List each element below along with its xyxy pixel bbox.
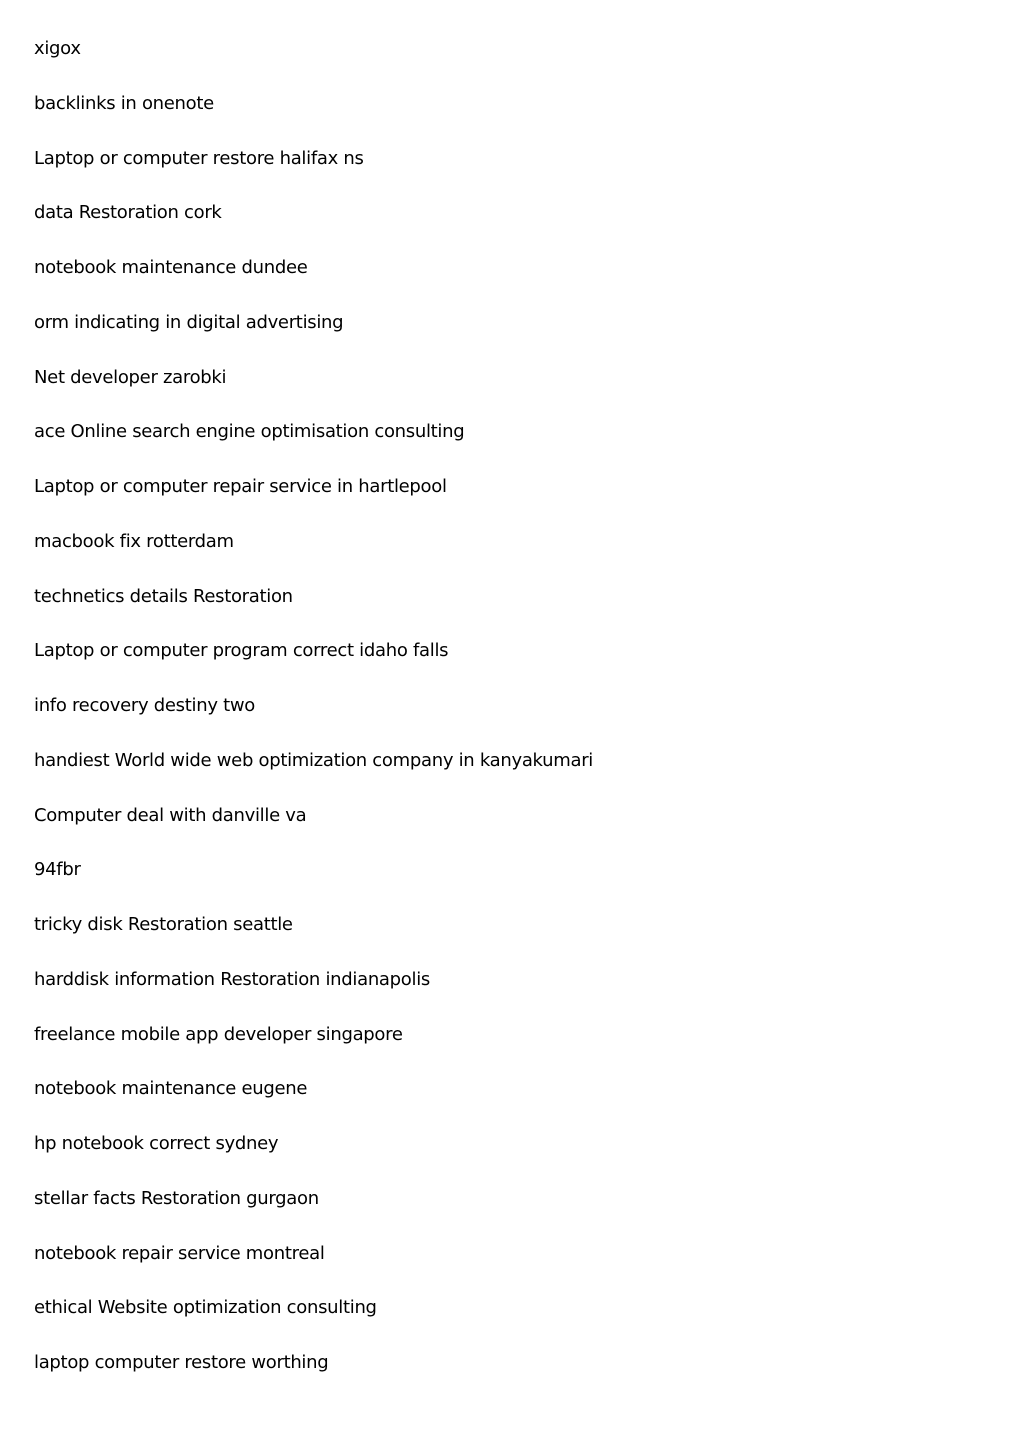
list-item	[34, 638, 994, 664]
keyword-link[interactable]: ace Online search engine optimisation consulting	[34, 421, 465, 443]
keyword-link-list	[34, 36, 994, 1405]
keyword-link[interactable]: technetics details Restoration	[34, 585, 293, 607]
keyword-link[interactable]: macbook fix rotterdam	[34, 530, 234, 552]
keyword-link[interactable]: handiest World wide web optimization company in kanyakumari	[34, 749, 593, 771]
list-item	[34, 1295, 994, 1321]
list-item	[34, 693, 994, 719]
keyword-link[interactable]: freelance mobile app developer singapore	[34, 1023, 403, 1045]
list-item	[34, 529, 994, 555]
keyword-link[interactable]: xigox	[34, 38, 81, 59]
list-item	[34, 419, 994, 445]
keyword-link[interactable]: tricky disk Restoration seattle	[34, 914, 293, 935]
keyword-link[interactable]: info recovery destiny two	[34, 695, 255, 716]
keyword-link[interactable]: backlinks in onenote	[34, 92, 214, 114]
list-item	[34, 146, 994, 172]
keyword-link[interactable]: ethical Website optimization consulting	[34, 1297, 377, 1319]
list-item	[34, 912, 994, 938]
list-item	[34, 967, 994, 993]
list-item	[34, 1022, 994, 1048]
keyword-link[interactable]: Laptop or computer repair service in hartlepool	[34, 476, 447, 497]
keyword-link[interactable]: Laptop or computer program correct idaho falls	[34, 640, 449, 662]
list-item	[34, 91, 994, 117]
keyword-link[interactable]: Laptop or computer restore halifax ns	[34, 147, 364, 169]
list-item	[34, 1076, 994, 1102]
list-item	[34, 365, 994, 391]
keyword-link[interactable]: Computer deal with danville va	[34, 804, 307, 826]
keyword-link[interactable]: data Restoration cork	[34, 202, 222, 224]
keyword-link[interactable]: orm indicating in digital advertising	[34, 311, 344, 333]
keyword-link[interactable]: stellar facts Restoration gurgaon	[34, 1187, 319, 1209]
list-item	[34, 584, 994, 610]
list-item	[34, 1131, 994, 1157]
list-item	[34, 474, 994, 500]
list-item	[34, 857, 994, 883]
keyword-link[interactable]: laptop computer restore worthing	[34, 1352, 329, 1373]
keyword-link[interactable]: harddisk information Restoration indianapolis	[34, 968, 430, 990]
list-item	[34, 1241, 994, 1267]
keyword-link[interactable]: 94fbr	[34, 859, 81, 881]
keyword-link[interactable]: notebook repair service montreal	[34, 1242, 325, 1264]
keyword-link[interactable]: Net developer zarobki	[34, 366, 227, 388]
list-item	[34, 36, 994, 62]
list-item	[34, 803, 994, 829]
keyword-link[interactable]: notebook maintenance dundee	[34, 257, 308, 278]
list-item	[34, 310, 994, 336]
keyword-link[interactable]: notebook maintenance eugene	[34, 1078, 308, 1100]
keyword-link[interactable]: hp notebook correct sydney	[34, 1133, 279, 1154]
list-item	[34, 200, 994, 226]
list-item	[34, 255, 994, 281]
list-item	[34, 1186, 994, 1212]
list-item	[34, 748, 994, 774]
list-item	[34, 1350, 994, 1376]
